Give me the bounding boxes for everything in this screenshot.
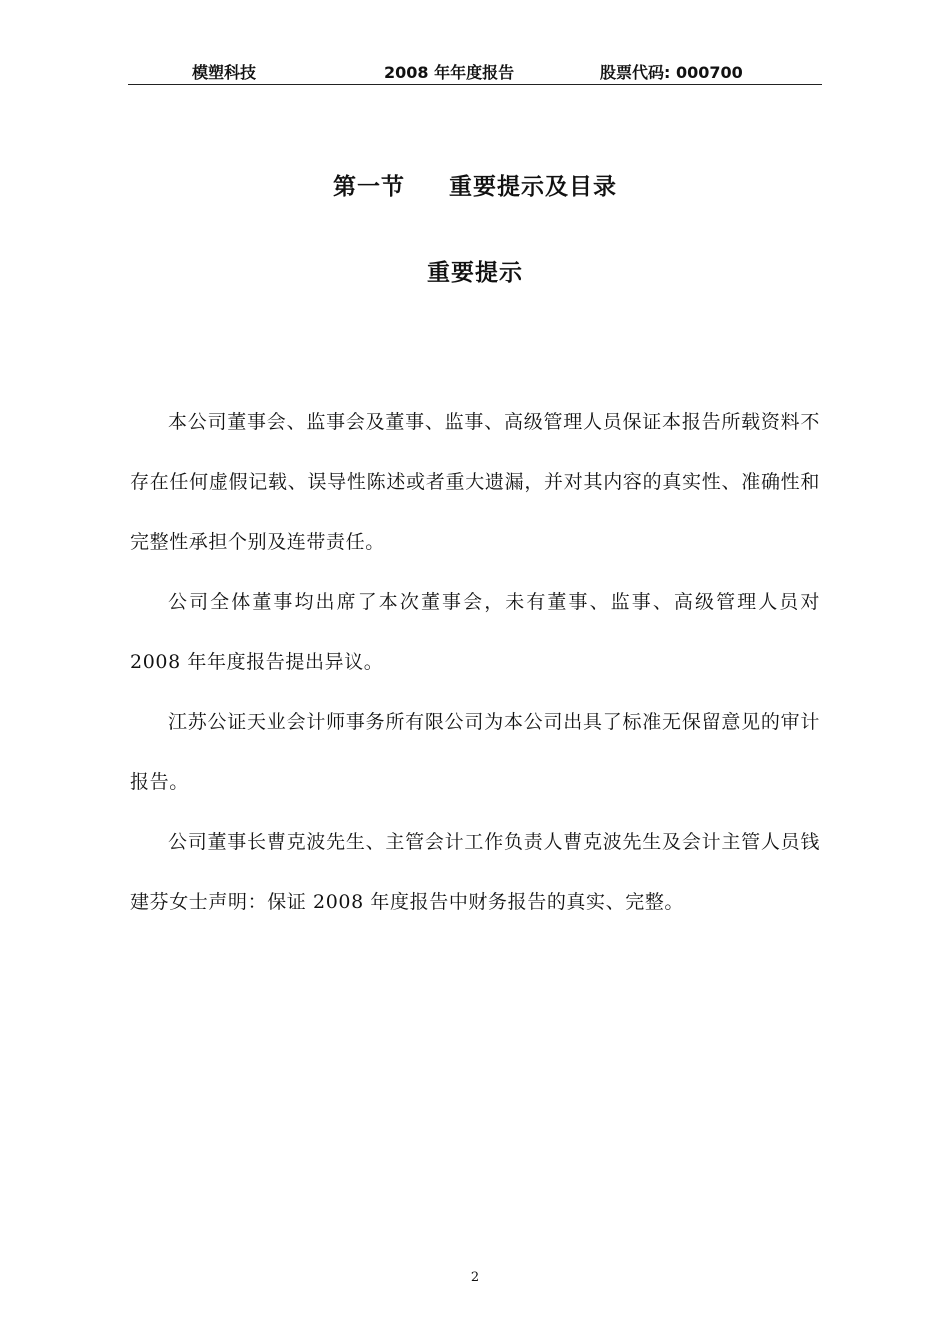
section-heading bbox=[0, 168, 950, 201]
page-number: 2 bbox=[470, 1270, 480, 1285]
paragraph-audit-opinion: 江苏公证天业会计师事务所有限公司为本公司出具了标准无保留意见的审计报告。 bbox=[130, 711, 820, 793]
header-report-title: 2008 年年度报告 bbox=[384, 63, 515, 82]
section-title: 重要提示及目录 bbox=[449, 174, 617, 200]
header-company-name: 模塑科技 bbox=[192, 63, 257, 82]
paragraph-officer-statement: 公司董事长曹克波先生、主管会计工作负责人曹克波先生及会计主管人员钱建芬女士声明：保证 2008 年度报告中财务报告的真实、完整。 bbox=[130, 831, 820, 913]
page-header bbox=[128, 58, 822, 85]
section-number: 第一节 bbox=[333, 174, 405, 200]
important-notice-body bbox=[130, 392, 820, 932]
header-stock-code: 股票代码: 000700 bbox=[600, 63, 743, 82]
paragraph-board-guarantee: 本公司董事会、监事会及董事、监事、高级管理人员保证本报告所载资料不存在任何虚假记载、误导性陈述或者重大遗漏，并对其内容的真实性、准确性和完整性承担个别及连带责任。 bbox=[130, 411, 820, 553]
subsection-title: 重要提示 bbox=[427, 260, 523, 286]
paragraph-directors-attendance: 公司全体董事均出席了本次董事会，未有董事、监事、高级管理人员对 2008 年年度报告提出异议。 bbox=[130, 591, 820, 673]
